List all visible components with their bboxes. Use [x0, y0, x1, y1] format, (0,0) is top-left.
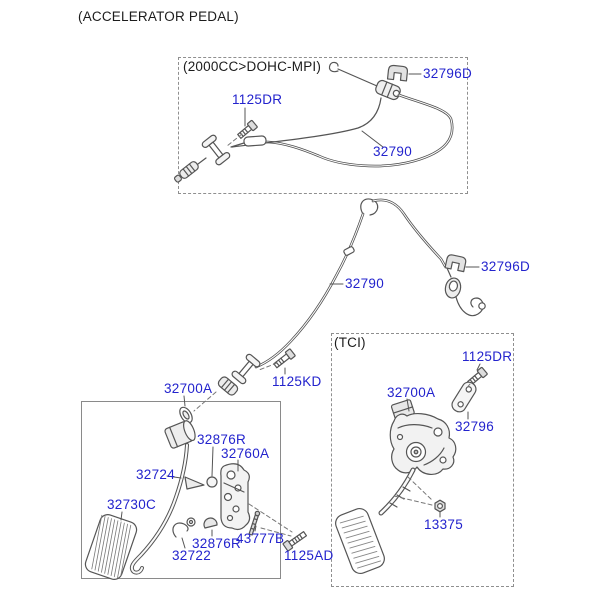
nut-13375-icon	[435, 500, 445, 512]
pedal-pad-tci	[333, 506, 387, 576]
cable-assembly-32790-topbox	[173, 62, 452, 184]
callout-1125ad[interactable]: 1125AD	[284, 548, 334, 563]
pedal-assembly-32700a-tci	[381, 399, 456, 513]
callout-32796-tci[interactable]: 32796	[455, 419, 495, 434]
damper-drum-icon	[164, 419, 197, 449]
callout-13375-tci[interactable]: 13375	[424, 517, 464, 532]
callout-32876r-lower[interactable]: 32876R	[192, 536, 242, 551]
spring-32722-icon	[173, 518, 195, 537]
clip-32796d-topbox-icon	[388, 65, 408, 81]
callout-32722[interactable]: 32722	[172, 548, 212, 563]
callout-32790-main[interactable]: 32790	[345, 276, 385, 291]
callout-1125kd[interactable]: 1125KD	[272, 374, 322, 389]
callout-32760a[interactable]: 32760A	[221, 446, 270, 461]
cable-32790-main	[217, 199, 485, 397]
callout-32876r-upper[interactable]: 32876R	[197, 432, 247, 447]
callout-32700a-left[interactable]: 32700A	[164, 381, 213, 396]
callout-32730c[interactable]: 32730C	[107, 497, 157, 512]
bolt-1125kd-icon	[273, 349, 296, 370]
callout-32796d-topbox[interactable]: 32796D	[423, 66, 473, 81]
callout-32724[interactable]: 32724	[136, 467, 176, 482]
callout-32700a-tci[interactable]: 32700A	[387, 385, 436, 400]
clip-32796d-main-icon	[445, 254, 466, 272]
pedal-pad-32730c	[83, 512, 138, 581]
callout-1125dr-tci[interactable]: 1125DR	[462, 349, 513, 364]
ball-32876r-icon	[207, 477, 217, 487]
group-box-dohc-mpi-title: (2000CC>DOHC-MPI)	[183, 59, 322, 74]
bracket-plate-32796	[450, 380, 479, 415]
callout-1125dr-topbox[interactable]: 1125DR	[232, 92, 283, 107]
bracket-32760a	[221, 464, 250, 530]
callout-43777b[interactable]: 43777B	[236, 531, 285, 546]
group-box-tci-title: (TCI)	[334, 335, 366, 350]
cable-end-flange-main	[231, 353, 261, 385]
page-title: (ACCELERATOR PEDAL)	[78, 9, 239, 24]
callout-32796d-main[interactable]: 32796D	[481, 259, 531, 274]
throttle-connector-icon	[444, 277, 463, 300]
cable-end-flange-topbox	[201, 134, 231, 166]
callout-32790-topbox[interactable]: 32790	[373, 144, 413, 159]
cap-32876r-icon	[204, 518, 217, 528]
